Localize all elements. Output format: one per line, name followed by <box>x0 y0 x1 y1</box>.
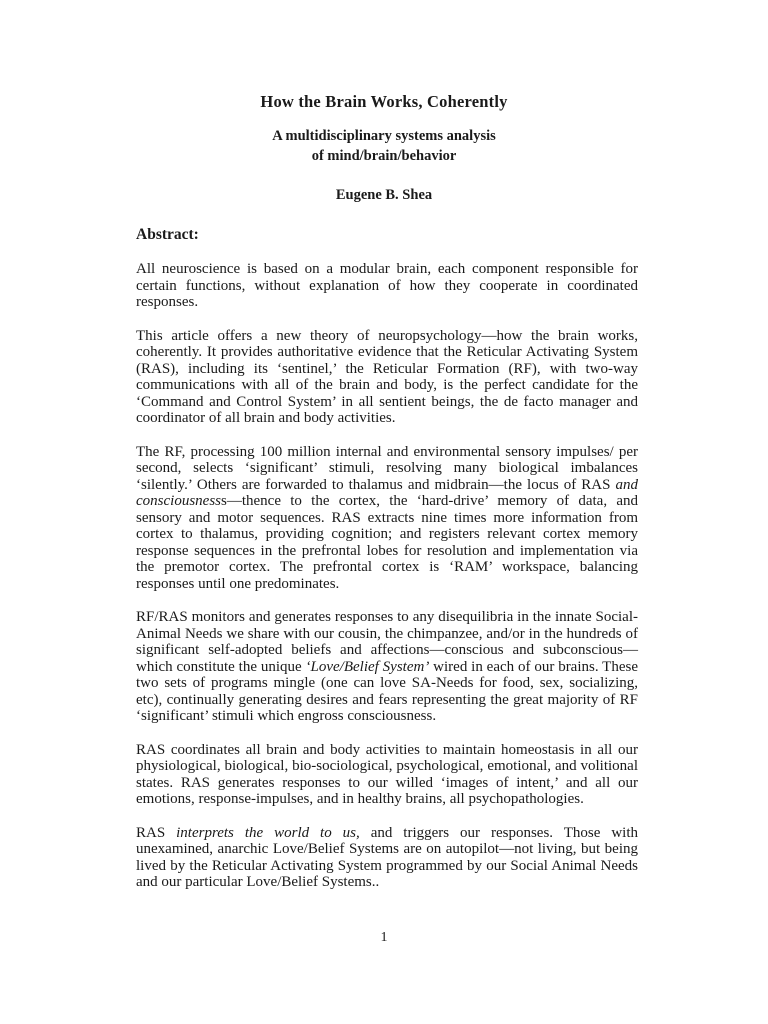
paragraph-4-text-b: wired in each of our brains. These two sets of programs mingle (one can love SA-Needs for food, sex, socializing, etc), continually generating desires and fears representing the great majority of RF ‘significant’ stimuli which engross consciousness. <box>136 658 638 724</box>
paragraph-1: All neuroscience is based on a modular brain, each component responsible for certain functions, without explanation of how they cooperate in coordinated responses. <box>136 261 638 310</box>
paragraph-3-text-a: The RF, processing 100 million internal and environmental sensory impulses/ per second, selects ‘significant’ stimuli, resolving many biological imbalances ‘silently.’ Others are forwarded to thalamus and midbrain—the locus of RAS <box>136 443 638 493</box>
paragraph-3 <box>136 444 638 593</box>
paragraph-2: This article offers a new theory of neuropsychology—how the brain works, coherently. It provides authoritative evidence that the Reticular Activating System (RAS), including its ‘sentinel,’ the Reticular Formation (RF), with two-way communications with all of the brain and body, is the perfect candidate for the ‘Command and Control System’ in all sentient beings, the de facto manager and coordinator of all brain and body activities. <box>136 327 638 426</box>
paragraph-6 <box>136 825 638 891</box>
paragraph-3-italic: and consciousness <box>136 476 638 509</box>
page-number: 1 <box>380 930 388 945</box>
abstract-body <box>136 261 638 891</box>
paragraph-5: RAS coordinates all brain and body activities to maintain homeostasis in all our physiological, biological, bio-sociological, psychological, emotional, and volitional states. RAS generates responses to our willed ‘images of intent,’ and all our emotions, response-impulses, and in healthy brains, all psychopathologies. <box>136 741 638 807</box>
paragraph-6-text-a: RAS <box>136 824 177 841</box>
paragraph-3-text-b: s—thence to the cortex, the ‘hard-drive’ memory of data, and sensory and motor sequences. RAS extracts nine times more information from cortex to thalamus, providing cognition; and registers relevant cortex memory response sequences in the prefrontal lobes for resolution and implementation via the premotor cortex. The prefrontal cortex is ‘RAM’ workspace, balancing responses until one predominates. <box>136 493 638 592</box>
subtitle-line-1: A multidisciplinary systems analysis <box>272 128 496 144</box>
paragraph-4-italic: ‘Love/Belief System’ <box>305 658 430 675</box>
abstract-heading: Abstract: <box>136 226 199 243</box>
document-subtitle <box>0 126 768 166</box>
document-title: How the Brain Works, Coherently <box>260 92 508 111</box>
paragraph-6-text-b: and triggers our responses. Those with unexamined, anarchic Love/Belief Systems are on autopilot—not living, but being lived by the Reticular Activating System programmed by our Social Animal Needs and our particular Love/Belief Systems.. <box>136 824 638 890</box>
subtitle-line-2: of mind/brain/behavior <box>311 148 457 164</box>
paragraph-6-italic: interprets the world to us, <box>176 824 360 841</box>
author-name: Eugene B. Shea <box>335 187 433 203</box>
paragraph-4 <box>136 609 638 725</box>
paragraph-4-text-a: RF/RAS monitors and generates responses to any disequilibria in the innate Social-Animal Needs we share with our cousin, the chimpanzee, and/or in the hundreds of significant self-adopted beliefs and affections—conscious and subconscious—which constitute the unique <box>136 609 638 675</box>
